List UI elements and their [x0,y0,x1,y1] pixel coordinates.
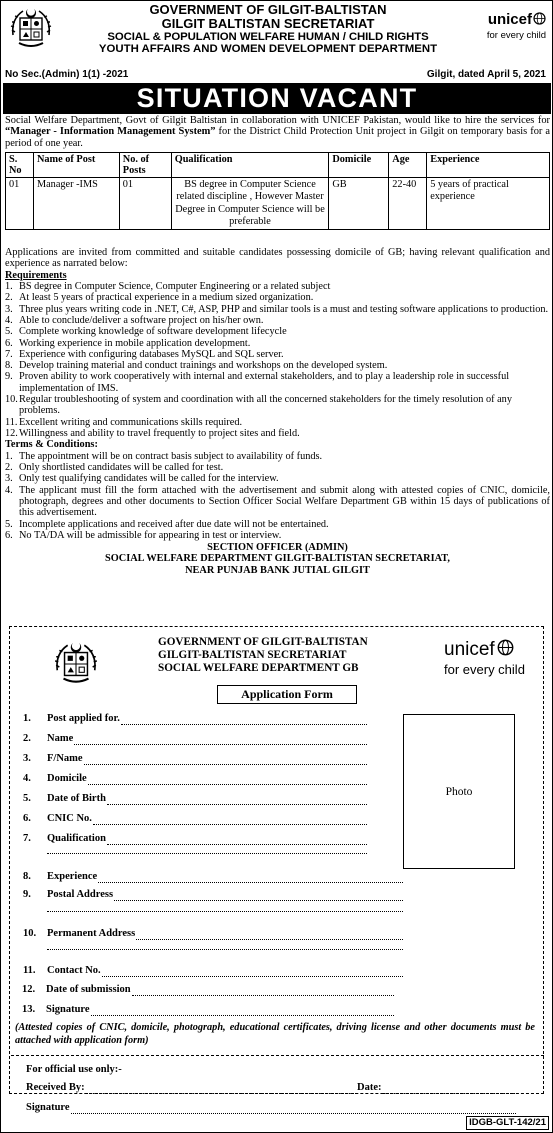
header-title-block [61,3,475,56]
requirement-item-number: 11. [5,416,18,428]
term-item-text: The applicant must fill the form attached with the advertisement and submit along with attested copies of CNIC, domicile, photograph, degrees and other documents to Section Officer Social Welfare Department GB within 15 days of publications of this advertisement. [19,484,550,519]
requirement-item [5,304,550,315]
requirement-item-number: 4. [5,314,13,326]
requirements-list [5,281,550,439]
signoff-line-1: SECTION OFFICER (ADMIN) [207,542,348,554]
unicef-tagline: for every child [486,29,546,41]
official-date-row[interactable] [357,1082,517,1094]
field-date-of-submission[interactable] [22,984,394,996]
field-number: 5. [23,793,31,804]
field-number: 2. [23,733,31,744]
qualification-extra-line[interactable] [47,853,367,854]
col-header-posts: No. of Posts [119,153,171,178]
reference-line [5,69,550,81]
field-cnic[interactable] [23,813,367,825]
field-signature[interactable] [22,1004,394,1016]
field-label: Date of Birth [47,793,106,804]
requirement-item-text: Able to conclude/deliver a software project on his/her own. [19,314,264,326]
field-number: 7. [23,833,31,844]
term-item [5,473,550,484]
field-blank[interactable] [91,1007,394,1016]
table-row [6,178,550,230]
signoff-block [5,542,550,576]
reference-number: No Sec.(Admin) 1(1) -2021 [5,69,129,80]
field-post-applied[interactable] [23,713,367,725]
field-number: 6. [23,813,31,824]
field-number: 9. [23,889,31,900]
requirement-item-number: 9. [5,371,13,383]
field-domicile[interactable] [23,773,367,785]
unicef-logo [466,11,546,41]
unicef-wordmark: unicef [487,11,532,28]
cell-age: 22-40 [389,178,427,230]
requirements-heading: Requirements [5,269,67,281]
requirement-item [5,281,550,292]
signoff-line-3: NEAR PUNJAB BANK JUTIAL GILGIT [185,564,370,576]
requirement-item-number: 12. [5,428,18,439]
form-separator [11,1055,544,1056]
requirement-item [5,315,550,326]
requirement-item [5,371,550,394]
cell-posts: 01 [119,178,171,230]
official-date-blank[interactable] [383,1085,518,1094]
field-blank[interactable] [88,776,367,785]
requirement-item-number: 1. [5,280,13,292]
field-blank[interactable] [93,816,367,825]
unicef-wordmark: unicef [444,639,495,660]
permanent-address-extra-line[interactable] [47,949,403,950]
term-item-number: 3. [5,473,13,485]
term-item-text: Incomplete applications and received after due date will not be entertained. [19,518,329,530]
unicef-globe-icon [533,12,546,25]
official-signature-blank[interactable] [71,1105,516,1114]
field-label: Qualification [47,833,106,844]
cell-domicile: GB [329,178,389,230]
field-blank[interactable] [132,987,394,996]
field-label: Postal Address [47,889,114,900]
requirement-item [5,394,550,417]
cell-post: Manager -IMS [33,178,119,230]
received-by-label: Received By: [26,1082,85,1093]
vacancy-table [5,152,550,230]
requirement-item [5,360,550,371]
field-label: F/Name [47,753,83,764]
official-use-title: For official use only:- [26,1064,122,1075]
requirement-item-text: Complete working knowledge of software development lifecycle [19,326,287,338]
field-blank[interactable] [121,716,367,725]
received-by-row[interactable] [26,1082,356,1094]
term-item-number: 2. [5,461,13,473]
col-header-qualification: Qualification [171,153,329,178]
field-label: Experience [47,871,98,882]
publication-code: IDGB-GLT-142/21 [466,1116,549,1130]
term-item-number: 5. [5,518,13,530]
official-signature-row[interactable] [26,1102,516,1114]
col-header-experience: Experience [427,153,550,178]
field-name[interactable] [23,733,367,745]
field-contact-no[interactable] [23,965,403,977]
unicef-tagline: for every child [444,662,525,678]
field-label: Date of submission [46,984,131,995]
postal-address-extra-line[interactable] [47,911,403,912]
requirement-item-text: Proven ability to work cooperatively with internal and external stakeholders, and to play a leadership role in successful implementation of IMS. [19,371,510,394]
official-signature-label: Signature [26,1102,70,1113]
field-blank[interactable] [98,874,403,883]
requirement-item-number: 10. [5,394,18,406]
col-header-domicile: Domicile [329,153,389,178]
field-label: Permanent Address [47,928,136,939]
attestation-note: (Attested copies of CNIC, domicile, photograph, educational certificates, driving license and other documents must be attached with application form) [15,1022,535,1046]
unicef-logo [444,639,525,678]
form-header [158,636,368,674]
field-blank[interactable] [107,796,367,805]
requirement-item-text: Three plus years writing code in .NET, C#, ASP, PHP and similar tools is a must and testing software applications to production. [19,303,549,315]
field-label: Domicile [47,773,87,784]
header-line-3: SOCIAL & POPULATION WELFARE HUMAN / CHILD RIGHTS [107,31,429,44]
received-by-blank[interactable] [86,1085,356,1094]
requirement-item-number: 7. [5,348,13,360]
cell-sno: 01 [6,178,34,230]
terms-list [5,451,550,542]
requirement-item-number: 6. [5,337,13,349]
requirement-item [5,292,550,303]
field-qualification[interactable] [23,833,367,845]
field-label: Contact No. [47,965,101,976]
field-number: 1. [23,713,31,724]
col-header-sno: S. No [6,153,34,178]
header [1,1,553,80]
col-header-post: Name of Post [33,153,119,178]
form-title: Application Form [217,685,357,704]
requirement-item-text: Excellent writing and communications skills required. [19,416,243,428]
gb-emblem-icon [7,5,55,53]
field-label: Signature [46,1004,90,1015]
term-item [5,462,550,473]
requirement-item-text: Develop training material and conduct trainings and workshops on the developed system. [19,360,388,372]
requirement-item [5,349,550,360]
field-date-of-birth[interactable] [23,793,367,805]
term-item-text: No TA/DA will be admissible for appearing in test or interview. [19,529,282,541]
intro-text-after: for the District Child Protection Unit project in Gilgit on temporary basis for a period of one year. [5,126,550,149]
field-experience[interactable] [23,871,403,883]
requirement-item-text: Experience with configuring databases MySQL and SQL server. [19,348,284,360]
field-label: Name [47,733,74,744]
form-header-line-1: GOVERNMENT OF GILGIT-BALTISTAN [158,636,368,648]
applications-paragraph: Applications are invited from committed and suitable candidates possessing domicile of GB; having relevant qualification and experience as narrated below: [5,247,550,270]
requirement-item-number: 2. [5,292,13,304]
field-number: 10. [23,928,37,939]
gb-emblem-icon [51,639,101,689]
field-blank[interactable] [136,931,403,940]
field-number: 8. [23,871,31,882]
table-header-row [6,153,550,178]
header-line-1: GOVERNMENT OF GILGIT-BALTISTAN [149,2,387,17]
requirement-item-text: At least 5 years of practical experience in a medium sized organization. [19,292,314,304]
field-blank[interactable] [102,968,403,977]
term-item-number: 6. [5,529,13,541]
field-blank[interactable] [114,892,403,901]
field-blank[interactable] [74,736,367,745]
field-number: 4. [23,773,31,784]
requirement-item-text: Regular troubleshooting of system and coordination with all the concerned stakeholders for the timely resolution of any problems. [19,394,512,417]
term-item [5,530,550,541]
requirement-item-number: 5. [5,326,13,338]
issue-date: Gilgit, dated April 5, 2021 [426,69,546,80]
advertisement-body [5,247,550,576]
field-number: 12. [22,984,36,995]
requirement-item-text: Willingness and ability to travel frequently to project sites and field. [19,428,300,439]
term-item-text: The appointment will be on contract basis subject to availability of funds. [19,450,323,462]
form-header-line-3: SOCIAL WELFARE DEPARTMENT GB [158,661,359,674]
field-blank[interactable] [107,836,367,845]
header-line-4: YOUTH AFFAIRS AND WOMEN DEVELOPMENT DEPARTMENT [98,43,438,56]
term-item-text: Only test qualifying candidates will be called for the interview. [19,473,279,485]
term-item [5,519,550,530]
requirement-item [5,338,550,349]
requirement-item-number: 8. [5,360,13,372]
cell-experience: 5 years of practical experience [427,178,550,230]
col-header-age: Age [389,153,427,178]
term-item-number: 1. [5,450,13,462]
requirement-item-number: 3. [5,303,13,315]
requirement-item-text: Working experience in mobile application development. [19,337,251,349]
situation-vacant-banner: SITUATION VACANT [3,83,551,114]
term-item [5,451,550,462]
field-label: CNIC No. [47,813,92,824]
photo-box[interactable]: Photo [403,714,515,869]
cell-qualification: BS degree in Computer Science related discipline , However Master Degree in Computer Science will be preferable [171,178,329,230]
intro-paragraph [5,115,550,149]
signoff-line-2: SOCIAL WELFARE DEPARTMENT GILGIT-BALTISTAN SECRETARIAT, [105,553,450,565]
header-line-2: GILGIT BALTISTAN SECRETARIAT [161,16,375,32]
field-postal-address[interactable] [23,889,403,901]
unicef-globe-icon [497,639,514,656]
field-father-name[interactable] [23,753,367,765]
field-number: 3. [23,753,31,764]
form-header-line-2: GILGIT-BALTISTAN SECRETARIAT [158,648,347,661]
term-item-number: 4. [5,484,13,496]
field-label: Post applied for. [47,713,120,724]
requirement-item [5,428,550,439]
field-number: 13. [22,1004,36,1015]
term-item-text: Only shortlisted candidates will be called for test. [19,461,224,473]
requirement-item [5,326,550,337]
requirement-item-text: BS degree in Computer Science, Computer Engineering or a related subject [19,280,331,292]
requirement-item [5,417,550,428]
intro-post-title: “Manager - Information Management System” [5,126,216,138]
official-date-label: Date: [357,1082,382,1093]
field-permanent-address[interactable] [23,928,403,940]
field-number: 11. [23,965,36,976]
field-blank[interactable] [84,756,367,765]
intro-text-before: Social Welfare Department, Govt of Gilgit Baltistan in collaboration with UNICEF Pakistan, would like to hire the services for [5,115,550,126]
terms-heading: Terms & Conditions: [5,439,98,451]
term-item [5,485,550,519]
